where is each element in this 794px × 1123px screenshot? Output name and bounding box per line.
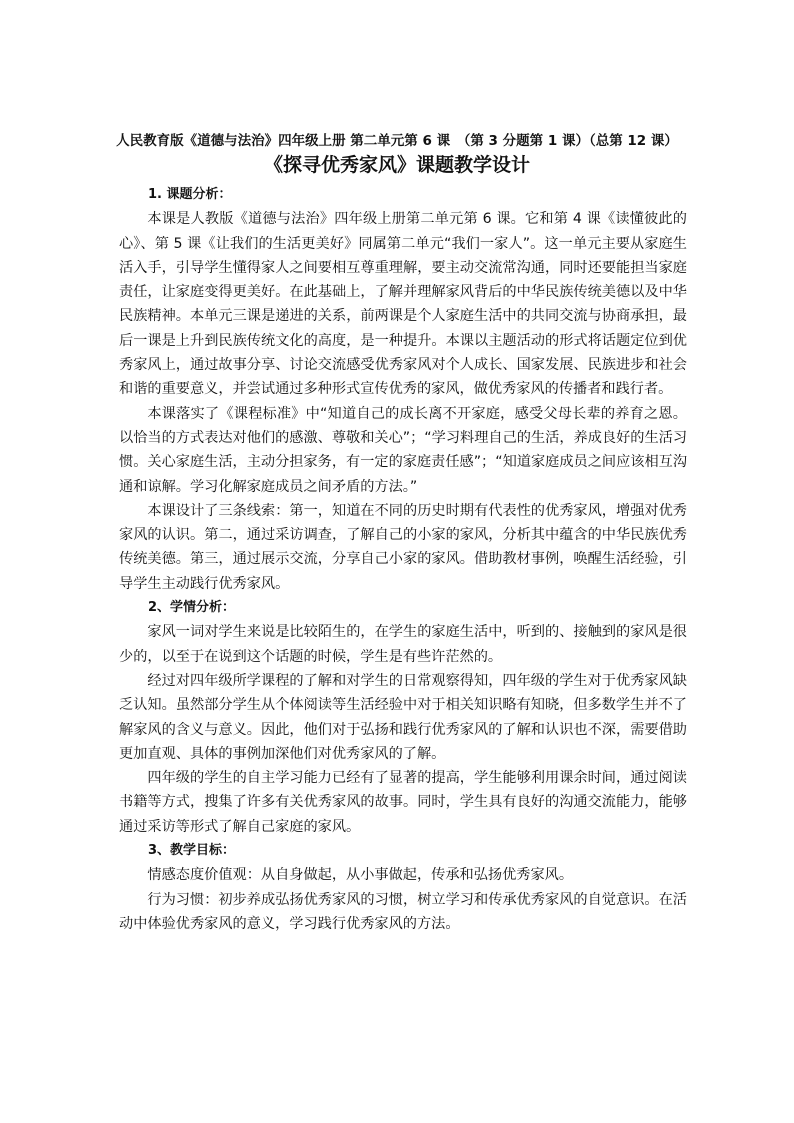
document-title: 《探寻优秀家风》课题教学设计 [263,154,530,176]
paragraph: 本课落实了《课程标准》中“知道自己的成长离不开家庭，感受父母长辈的养育之恩。以恰当的方式表达对他们的感激、尊敬和关心”；“学习料理自己的生活，养成良好的生活习惯。关心家庭生活，主动分担家务，有一定的家庭责任感”；“知道家庭成员之间应该相互沟通和谅解。学习化解家庭成员之间矛盾的方法。” [119,405,688,495]
document-header: 人民教育版《道德与法治》四年级上册 第二单元第 6 课 （第 3 分题第 1 课）（总第 12 课） [116,133,678,149]
paragraph: 行为习惯：初步养成弘扬优秀家风的习惯，树立学习和传承优秀家风的自觉意识。在活动中体验优秀家风的意义，学习践行优秀家风的方法。 [119,891,687,932]
paragraph: 本课设计了三条线索：第一，知道在不同的历史时期有代表性的优秀家风，增强对优秀家风的认识。第二，通过采访调查，了解自己的小家的家风，分析其中蕴含的中华民族优秀传统美德。第三，通过展示交流，分享自己小家的家风。借助教材事例，唤醒生活经验，引导学生主动践行优秀家风。 [119,502,687,592]
section-heading-teaching-goals: 3、教学目标： [148,843,236,859]
document-body [119,183,687,936]
paragraph: 家风一词对学生来说是比较陌生的，在学生的家庭生活中，听到的、接触到的家风是很少的，以至于在说到这个话题的时候，学生是有些许茫然的。 [119,624,687,665]
section-heading-course-analysis: 1. 课题分析： [148,187,232,202]
paragraph: 情感态度价值观：从自身做起，从小事做起，传承和弘扬优秀家风。 [147,867,574,884]
paragraph: 四年级的学生的自主学习能力已经有了显著的提高，学生能够利用课余时间，通过阅读书籍等方式，搜集了许多有关优秀家风的故事。同时，学生具有良好的沟通交流能力，能够通过采访等形式了解自己家庭的家风。 [119,770,687,835]
paragraph: 本课是人教版《道德与法治》四年级上册第二单元第 6 课。它和第 4 课《读懂彼此的心》、第 5 课《让我们的生活更美好》同属第二单元“我们一家人”。这一单元主要从家庭生活入手，引导学生懂得家人之间要相互尊重理解，要主动交流常沟通，同时还要能担当家庭责任，让家庭变得更美好。在此基础上，了解并理解家风背后的中华民族传统美德以及中华民族精神。本单元三课是递进的关系，前两课是个人家庭生活中的共同交流与协商承担，最后一课是上升到民族传统文化的高度，是一种提升。本课以主题活动的形式将话题定位到优秀家风上，通过故事分享、讨论交流感受优秀家风对个人成长、国家发展、民族进步和社会和谐的重要意义，并尝试通过多种形式宣传优秀的家风，做优秀家风的传播者和践行者。 [119,211,687,398]
paragraph: 经过对四年级所学课程的了解和对学生的日常观察得知，四年级的学生对于优秀家风缺乏认知。虽然部分学生从个体阅读等生活经验中对于相关知识略有知晓，但多数学生并不了解家风的含义与意义。因此，他们对于弘扬和践行优秀家风的了解和认识也不深，需要借助更加直观、具体的事例加深他们对优秀家风的了解。 [119,672,687,762]
section-heading-learner-analysis: 2、学情分析： [148,600,236,616]
